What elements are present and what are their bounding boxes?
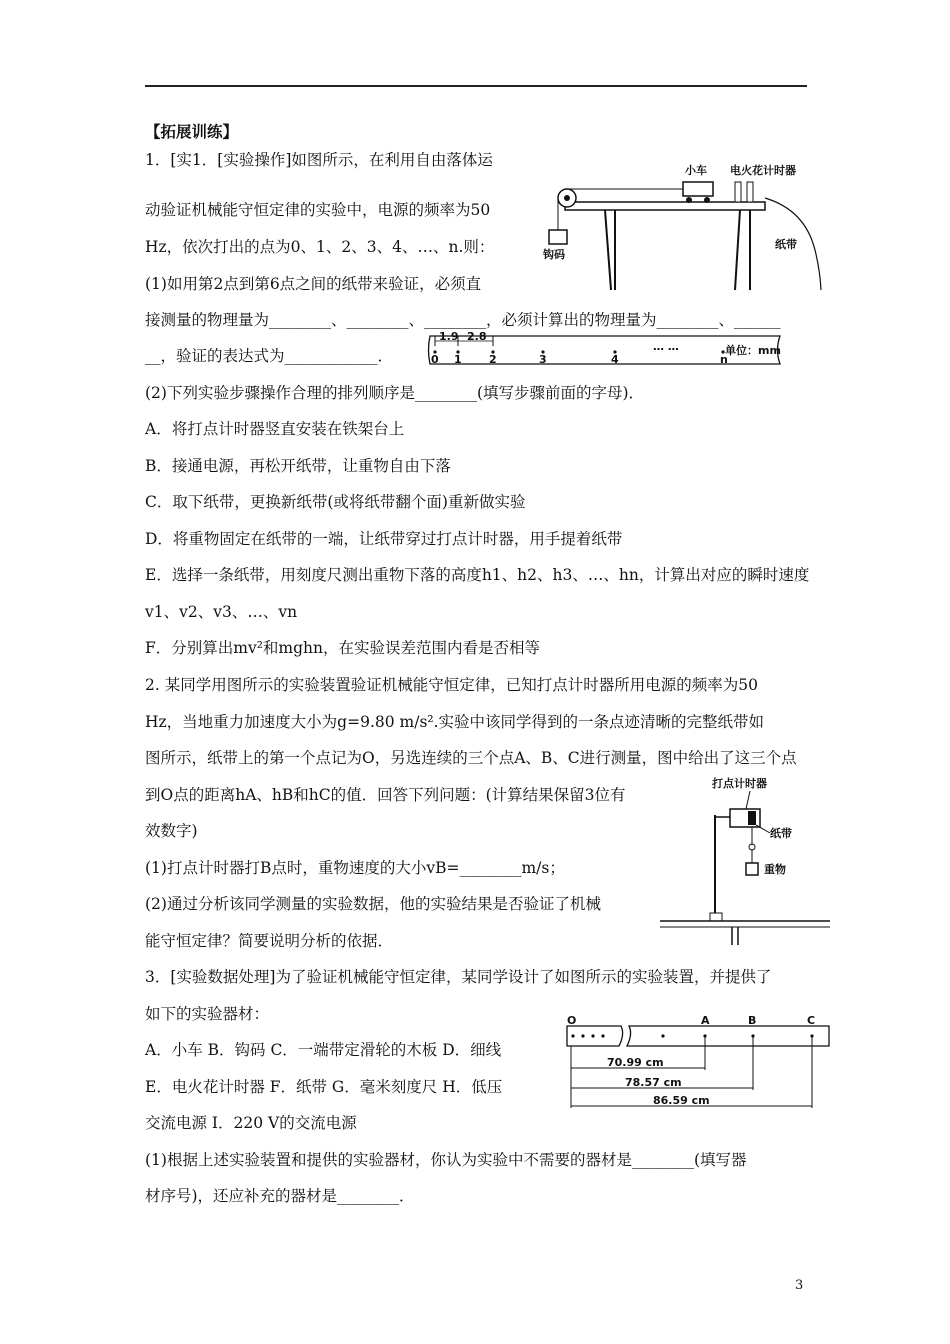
tape2-point-c: C [807,1014,816,1027]
text-line: A．小车 B．钩码 C．一端带定滑轮的木板 D．细线 [145,1041,502,1059]
tape2-dist-a: 70.99 cm [607,1056,664,1069]
text-line: 交流电源 I．220 V的交流电源 [145,1114,357,1132]
fig1-label-car: 小车 [685,164,707,177]
fig1-label-tape: 纸带 [775,238,797,251]
fig1-label-timer: 电火花计时器 [730,164,796,177]
text-line: F．分别算出mv²和mghn，在实验误差范围内看是否相等 [145,639,541,657]
text-line: 到O点的距离hA、hB和hC的值．回答下列问题：(计算结果保留3位有 [145,786,626,804]
section-title: 【拓展训练】 [145,123,239,141]
tape2-dist-b: 78.57 cm [625,1076,682,1089]
text-line: Hz，依次打出的点为0、1、2、3、4、…、n.则： [145,238,495,256]
text-line: B．接通电源，再松开纸带，让重物自由下落 [145,457,451,475]
text-line: (1)打点计时器打B点时，重物速度的大小vB=________m/s； [145,859,565,877]
text-line: 3．[实验数据处理]为了验证机械能守恒定律，某同学设计了如图所示的实验装置，并提供了 [145,968,772,986]
tape1-point-4: 4 [611,353,619,366]
text-line: 图所示，纸带上的第一个点记为O，另选连续的三个点A、B、C进行测量，图中给出了这三个点 [145,749,797,767]
text-line: 如下的实验器材： [145,1005,270,1023]
fig2-label-weight: 重物 [764,863,786,876]
text-line: D．将重物固定在纸带的一端，让纸带穿过打点计时器，用手提着纸带 [145,530,623,548]
tape2-point-b: B [748,1014,757,1027]
tape1-point-1: 1 [454,353,462,366]
text-line: 1．[实1．[实验操作]如图所示，在利用自由落体运 [145,151,493,169]
tape1-point-n: n [720,353,728,366]
figure-cart-apparatus [535,160,835,290]
text-line: E．选择一条纸带，用刻度尺测出重物下落的高度h1、h2、h3、…、hn，计算出对应的瞬时速度 [145,566,810,584]
page-number: 3 [795,1278,804,1293]
tape2-point-a: A [701,1014,710,1027]
figure-timer-stand [660,775,830,950]
tape1-dist2: 2.8 [467,330,487,343]
text-line: (2)下列实验步骤操作合理的排列顺序是________(填写步骤前面的字母)． [145,384,645,402]
text-line: Hz，当地重力加速度大小为g=9.80 m/s².实验中该同学得到的一条点迹清晰的完整纸带如 [145,713,765,731]
text-line: A．将打点计时器竖直安装在铁架台上 [145,420,405,438]
figure-tape-2 [563,1012,833,1112]
fig2-label-tape: 纸带 [770,827,792,840]
tape2-dist-c: 86.59 cm [653,1094,710,1107]
tape1-dist1: 1.9 [439,330,459,343]
figure-tape-1 [425,330,785,370]
text-line: E．电火花计时器 F．纸带 G．毫米刻度尺 H．低压 [145,1078,503,1096]
text-line: C．取下纸带，更换新纸带(或将纸带翻个面)重新做实验 [145,493,526,511]
text-line: 动验证机械能守恒定律的实验中，电源的频率为50 [145,201,491,219]
text-line: (2)通过分析该同学测量的实验数据，他的实验结果是否验证了机械 [145,895,601,913]
text-line: 能守恒定律？简要说明分析的依据． [145,932,394,950]
text-line: 效数字) [145,822,198,840]
text-line: __，验证的表达式为____________． [145,347,394,365]
tape1-point-0: 0 [431,353,439,366]
text-line: 2. 某同学用图所示的实验装置验证机械能守恒定律，已知打点计时器所用电源的频率为50 [145,676,758,694]
tape1-ellipsis: … … [653,340,679,353]
fig2-label-timer: 打点计时器 [712,777,767,790]
tape2-point-o: O [567,1014,577,1027]
text-line: 材序号)，还应补充的器材是________． [145,1187,415,1205]
tape1-point-3: 3 [539,353,547,366]
tape1-unit: 单位：mm [725,344,781,357]
text-line: (1)如用第2点到第6点之间的纸带来验证，必须直 [145,275,482,293]
text-line: 接测量的物理量为________、________、________，必须计算出的物理量为________、______ [145,311,781,329]
fig1-label-weight: 钩码 [543,248,565,261]
tape1-point-2: 2 [489,353,497,366]
text-line: v1、v2、v3、…、vn [145,603,298,621]
header-rule [145,85,807,87]
text-line: (1)根据上述实验装置和提供的实验器材，你认为实验中不需要的器材是________(填写器 [145,1151,747,1169]
